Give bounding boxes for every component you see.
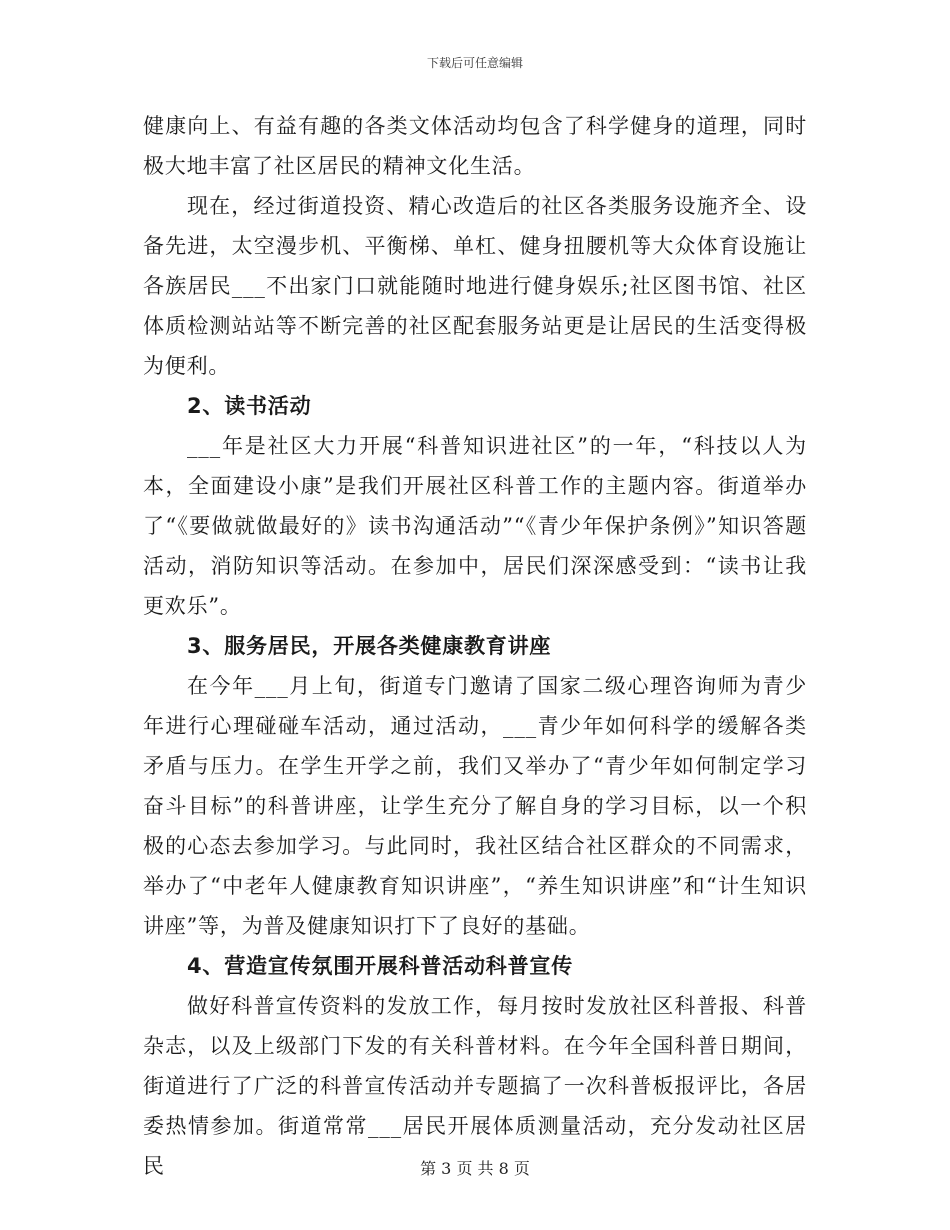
section-heading-2: 2、读书活动 — [187, 394, 312, 418]
paragraph-1: 健康向上、有益有趣的各类文体活动均包含了科学健身的道理，同时极大地丰富了社区居民的精神文化生活。 — [143, 114, 807, 178]
document-body — [143, 106, 807, 1186]
paragraph-4: 在今年___月上旬，街道专门邀请了国家二级心理咨询师为青少年进行心理碰碰车活动，通过活动，___青少年如何科学的缓解各类矛盾与压力。在学生开学之前，我们又举办了“青少年如何制定学习奋斗目标”的科普讲座，让学生充分了解自身的学习目标，以一个积极的心态去参加学习。与此同时，我社区结合社区群众的不同需求，举办了“中老年人健康教育知识讲座”，“养生知识讲座”和“计生知识讲座”等，为普及健康知识打下了良好的基础。 — [143, 674, 807, 938]
section-heading-4: 4、营造宣传氛围开展科普活动科普宣传 — [187, 954, 574, 978]
page-header: 下载后可任意编辑 — [426, 56, 523, 70]
page-number: 第 3 页 共 8 页 — [420, 1159, 530, 1178]
section-heading-3: 3、服务居民，开展各类健康教育讲座 — [187, 634, 552, 658]
paragraph-5: 做好科普宣传资料的发放工作，每月按时发放社区科普报、科普杂志，以及上级部门下发的有关科普材料。在今年全国科普日期间，街道进行了广泛的科普宣传活动并专题搞了一次科普板报评比，各居委热情参加。街道常常___居民开展体质测量活动，充分发动社区居民 — [143, 994, 807, 1178]
paragraph-2: 现在，经过街道投资、精心改造后的社区各类服务设施齐全、设备先进，太空漫步机、平衡梯、单杠、健身扭腰机等大众体育设施让各族居民___不出家门口就能随时地进行健身娱乐;社区图书馆、社区体质检测站站等不断完善的社区配套服务站更是让居民的生活变得极为便利。 — [143, 194, 807, 378]
paragraph-3: ___年是社区大力开展“科普知识进社区”的一年，“科技以人为本，全面建设小康”是我们开展社区科普工作的主题内容。街道举办了“《要做就做最好的》读书沟通活动”“《青少年保护条例》”知识答题活动，消防知识等活动。在参加中，居民们深深感受到：“读书让我更欢乐”。 — [143, 434, 807, 618]
